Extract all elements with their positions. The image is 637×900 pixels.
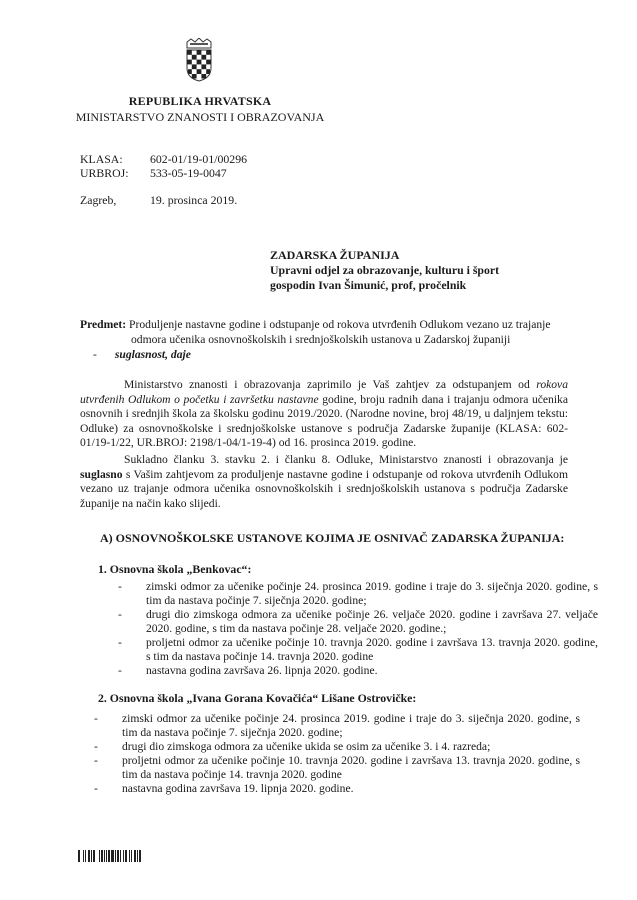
barcode-icon: [78, 850, 141, 862]
dash: -: [118, 580, 122, 593]
subject-label: Predmet:: [80, 318, 127, 331]
p1-text-a: Ministarstvo znanosti i obrazovanja zaprimilo je Vaš zahtjev za odstupanjem od: [124, 378, 537, 391]
p1-text-b: godine, broju radnih dana i trajanju odmora učenika osnovnih i srednjih škola za školsku godinu 2019./2020. (Narodne novine, broj 48/19, u daljnjem tekstu: Odluke) za osnovnoškolske i srednjoškolske ustanove s područja Zadarske županije (KLASA: 602-01/19-1/22, UR.BROJ: 2198/1-04/1-19-4) od 16. prosinca 2019. godine.: [80, 392, 568, 449]
recipient-county: ZADARSKA ŽUPANIJA: [270, 248, 400, 262]
klasa-row: [80, 152, 247, 167]
subject-note-row: [80, 348, 575, 363]
school-1-list: [118, 580, 598, 678]
document-date: 19. prosinca 2019.: [150, 193, 238, 207]
dash: -: [118, 608, 122, 621]
list-item: [118, 636, 598, 664]
p1-text-italic: rokova utvrđenih Odlukom o početku i završetku nastavne: [80, 378, 568, 406]
klasa-value: 602-01/19-01/00296: [150, 152, 247, 166]
list-item: [94, 754, 580, 782]
paragraph-2: [80, 453, 568, 511]
list-item: [118, 580, 598, 608]
school-2-list: [94, 712, 580, 796]
subject-block: [80, 318, 575, 363]
list-item: [118, 608, 598, 636]
list-item: [118, 664, 598, 678]
list-item-text: proljetni odmor za učenike počinje 10. travnja 2020. godine i završava 13. travnja 2020. godine, s tim da nastava počinje 14. travnja 2020. godine: [146, 636, 598, 663]
urbroj-label: URBROJ:: [80, 166, 129, 180]
recipient-block: [270, 248, 499, 293]
section-a-heading: A) OSNOVNOŠKOLSKE USTANOVE KOJIMA JE OSNIVAČ ZADARSKA ŽUPANIJA:: [100, 531, 565, 545]
list-item-text: drugi dio zimskoga odmora za učenike ukida se osim za učenike 3. i 4. razreda;: [122, 740, 491, 753]
p2-text-a: Sukladno članku 3. stavku 2. i članku 8. Odluke, Ministarstvo znanosti i obrazovanja je: [124, 453, 568, 466]
place-label: Zagreb,: [80, 193, 117, 207]
dash: -: [94, 754, 98, 767]
list-item-text: zimski odmor za učenike počinje 24. prosinca 2019. godine i traje do 3. siječnja 2020. godine, s tim da nastava počinje 7. siječnja 2020. godine;: [122, 712, 580, 739]
dash: -: [93, 348, 97, 361]
school-1-title: 1. Osnovna škola „Benkovac“:: [98, 562, 252, 576]
urbroj-value: 533-05-19-0047: [150, 166, 227, 180]
dash: -: [94, 782, 98, 795]
list-item-text: nastavna godina završava 19. lipnja 2020. godine.: [122, 782, 354, 795]
ministry-name: MINISTARSTVO ZNANOSTI I OBRAZOVANJA: [75, 110, 325, 124]
urbroj-row: [80, 166, 227, 181]
recipient-person: gospodin Ivan Šimunić, prof, pročelnik: [270, 278, 467, 292]
p2-text-b: s Vašim zahtjevom za produljenje nastavne godine i odstupanje od rokova utvrđenih Odlukom vezano uz trajanje odmora učenika osnovnoškolskih i srednjoškolskih ustanova s područja Zadarske županije na način kako slijedi.: [80, 467, 568, 510]
list-item-text: zimski odmor za učenike počinje 24. prosinca 2019. godine i traje do 3. siječnja 2020. godine, s tim da nastava počinje 7. siječnja 2020. godine;: [146, 580, 598, 607]
klasa-label: KLASA:: [80, 152, 123, 166]
paragraph-1: [80, 378, 568, 451]
dash: -: [94, 712, 98, 725]
recipient-department: Upravni odjel za obrazovanje, kulturu i šport: [270, 263, 500, 277]
list-item: [94, 782, 580, 796]
subject-line-2: odmora učenika osnovnoškolskih i srednjoškolskih ustanova u Zadarskoj županiji: [131, 332, 511, 346]
dash: -: [118, 664, 122, 677]
place-date-row: [80, 193, 237, 208]
coat-of-arms-icon: [185, 38, 213, 82]
subject-note: suglasnost, daje: [114, 348, 191, 361]
dash: -: [118, 636, 122, 649]
list-item: [94, 740, 580, 754]
dash: -: [94, 740, 98, 753]
school-2-title: 2. Osnovna škola „Ivana Gorana Kovačića“ Lišane Ostrovičke:: [98, 691, 417, 705]
list-item-text: nastavna godina završava 26. lipnja 2020. godine.: [146, 664, 378, 677]
subject-line-1: Produljenje nastavne godine i odstupanje od rokova utvrđenih Odlukom vezano uz trajanje: [129, 318, 551, 331]
list-item-text: drugi dio zimskoga odmora za učenike počinje 26. veljače 2020. godine i završava 27. veljače 2020. godine, s tim da nastava počinje 28. veljače 2020. godine.;: [146, 608, 598, 635]
list-item: [94, 712, 580, 740]
country-name: REPUBLIKA HRVATSKA: [128, 94, 272, 108]
list-item-text: proljetni odmor za učenike počinje 10. travnja 2020. godine i završava 13. travnja 2020. godine, s tim da nastava počinje 14. travnja 2020. godine: [122, 754, 580, 781]
p2-text-bold: suglasno: [80, 467, 123, 481]
